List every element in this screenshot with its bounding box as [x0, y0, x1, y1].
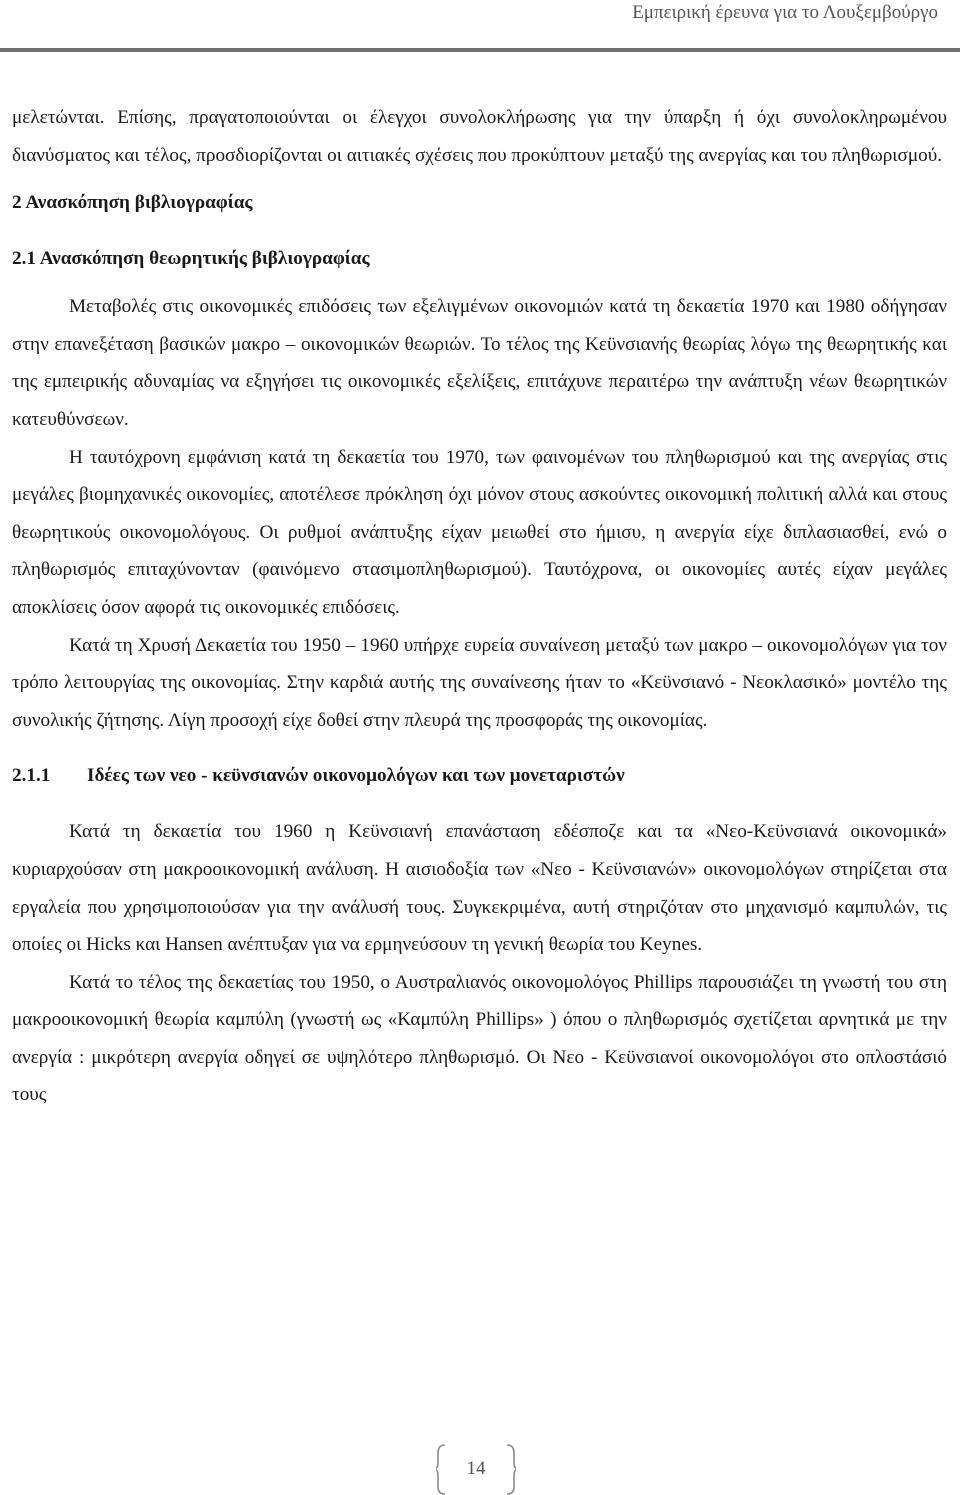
running-header-title: Εμπειρική έρευνα για το Λουξεμβούργο	[632, 2, 938, 23]
header-rule	[0, 48, 960, 52]
page-content	[12, 99, 947, 1114]
body-paragraph: Μεταβολές στις οικονομικές επιδόσεις των εξελιγμένων οικονομιών κατά τη δεκαετία 1970 και 1980 οδήγησαν στην επανεξέταση βασικών μακρο – οικονομικών θεωριών. Το τέλος της Κεϋνσιανής θεωρίας λόγω της θεωρητικής και της εμπειρικής αδυναμίας να εξηγήσει τις οικονομικές εξελίξεις, επιτάχυνε περαιτέρω την ανάπτυξη νέων θεωρητικών κατευθύνσεων.	[12, 296, 947, 430]
body-paragraph: Κατά το τέλος της δεκαετίας του 1950, ο Αυστραλιανός οικονομολόγος Phillips παρουσιάζει τη γνωστή του στη μακροοικονομική θεωρία καμπύλη (γνωστή ως «Καμπύλη Phillips» ) όπου ο πληθωρισμός σχετίζεται αρνητικά με την ανεργία : μικρότερη ανεργία οδηγεί σε υψηλότερο πληθωρισμό. Οι Νεο - Κεϋνσιανοί οικονομολόγοι στο οπλοστάσιό τους	[12, 971, 947, 1106]
subsection-heading: 2.1 Ανασκόπηση θεωρητικής βιβλιογραφίας	[12, 248, 370, 270]
subsubsection-title: Ιδέες των νεο - κεϋνσιανών οικονομολόγων και των μονεταριστών	[87, 765, 625, 787]
page-footer	[436, 1443, 516, 1495]
subsubsection-number: 2.1.1	[12, 765, 51, 787]
body-paragraph: Κατά τη Χρυσή Δεκαετία του 1950 – 1960 υπήρχε ευρεία συναίνεση μεταξύ των μακρο – οικονομολόγων για τον τρόπο λειτουργίας της οικονομίας. Στην καρδιά αυτής της συναίνεσης ήταν το «Κεϋνσιανό - Νεοκλασικό» μοντέλο της συνολικής ζήτησης. Λίγη προσοχή είχε δοθεί στην πλευρά της προσφοράς της οικονομίας.	[12, 634, 947, 731]
intro-paragraph: μελετώνται. Επίσης, πραγατοποιούνται οι έλεγχοι συνολοκλήρωσης για την ύπαρξη ή όχι συνολοκληρωμένου διανύσματος και τέλος, προσδιορίζονται οι αιτιακές σχέσεις που προκύπτουν μεταξύ της ανεργίας και του πληθωρισμού.	[12, 107, 947, 166]
body-paragraph: Η ταυτόχρονη εμφάνιση κατά τη δεκαετία του 1970, των φαινομένων του πληθωρισμού και της ανεργίας στις μεγάλες βιομηχανικές οικονομίες, αποτέλεσε πρόκληση όχι μόνον στους ασκούντες οικονομική πολιτική αλλά και στους θεωρητικούς οικονομολόγους. Οι ρυθμοί ανάπτυξης είχαν μειωθεί στο ήμισυ, η ανεργία είχε διπλασιασθεί, ενώ ο πληθωρισμός επιταχύνονταν (φαινόμενο στασιμοπληθωρισμού). Ταυτόχρονα, οι οικονομίες αυτές είχαν μεγάλες αποκλίσεις όσον αφορά τις οικονομικές επιδόσεις.	[12, 446, 947, 618]
page-number: 14	[466, 1458, 486, 1479]
body-paragraph: Κατά τη δεκαετία του 1960 η Κεϋνσιανή επανάσταση εδέσποζε και τα «Νεο-Κεϋνσιανά οικονομικά» κυριαρχούσαν στη μακροοικονομική ανάλυση. Η αισιοδοξία των «Νεο - Κεϋνσιανών» οικονομολόγων στηρίζεται στα εργαλεία που χρησιμοποιούσαν για την ανάλυσή τους. Συγκεκριμένα, αυτή στηριζόταν στο μηχανισμό καμπυλών, τις οποίες οι Hicks και Hansen ανέπτυξαν για να ερμηνεύσουν τη γενική θεωρία του Keynes.	[12, 821, 947, 956]
subsubsection-heading	[12, 765, 947, 787]
section-heading: 2 Ανασκόπηση βιβλιογραφίας	[12, 192, 253, 214]
